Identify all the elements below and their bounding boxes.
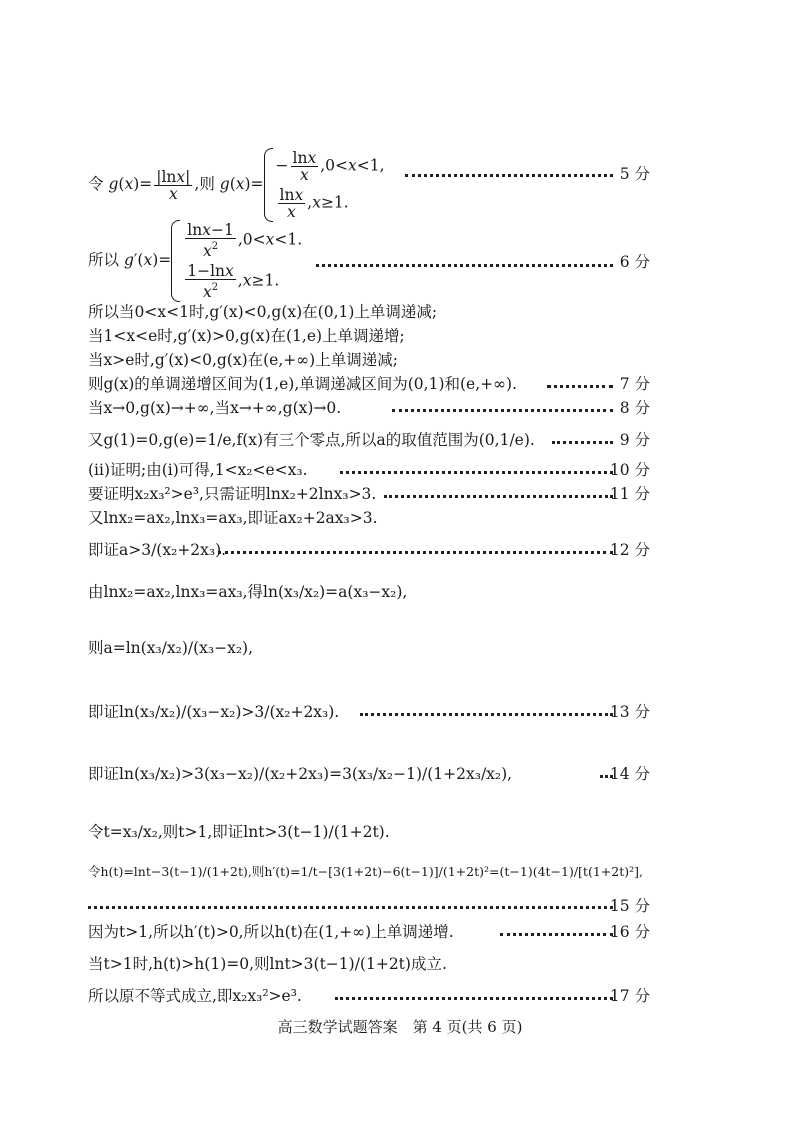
leader-dots (547, 385, 613, 388)
score-17: 17 分 (609, 987, 650, 1005)
line-text: 又lnx₂=ax₂,lnx₃=ax₃,即证ax₂+2ax₃>3. (88, 509, 378, 527)
score-6: 6 分 (619, 253, 650, 271)
line-text: 当x→0,g(x)→+∞,当x→+∞,g(x)→0. (88, 399, 342, 417)
leader-dots (218, 551, 613, 554)
line-text: 当x>e时,g′(x)<0,g(x)在(e,+∞)上单调递减; (88, 351, 398, 369)
score-8: 8 分 (619, 399, 650, 417)
line-text: (ⅱ)证明;由(ⅰ)可得,1<x₂<e<x₃. (88, 461, 308, 479)
line-text: 由lnx₂=ax₂,lnx₃=ax₃,得ln(x₃/x₂)=a(x₃−x₂), (88, 583, 408, 601)
leader-dots (500, 933, 613, 936)
line-text: 即证ln(x₃/x₂)/(x₃−x₂)>3/(x₂+2x₃). (88, 703, 340, 721)
score-14: 14 分 (609, 765, 650, 783)
line-text: 令h(t)=lnt−3(t−1)/(1+2t),则h′(t)=1/t−[3(1+2t)−6(t−1)]/(1+2t)²=(t−1)(4t−1)/[t(1+2t)²], (88, 864, 643, 879)
leader-dots (360, 713, 613, 716)
score-16: 16 分 (609, 923, 650, 941)
page-footer: 高三数学试题答案 第 4 页(共 6 页) (277, 1018, 523, 1036)
line-text: 当1<x<e时,g′(x)>0,g(x)在(1,e)上单调递增; (88, 327, 405, 345)
score-9: 9 分 (619, 431, 650, 449)
leader-dots (552, 441, 613, 444)
score-5: 5 分 (619, 165, 650, 183)
score-13: 13 分 (609, 703, 650, 721)
line-text: 又g(1)=0,g(e)=1/e,f(x)有三个零点,所以a的取值范围为(0,1/e). (88, 431, 535, 449)
score-12: 12 分 (609, 541, 650, 559)
line-text: 令t=x₃/x₂,则t>1,即证lnt>3(t−1)/(1+2t). (88, 823, 390, 841)
score-15: 15 分 (609, 897, 650, 915)
leader-dots (384, 495, 613, 498)
line-text: 要证明x₂x₃²>e³,只需证明lnx₂+2lnx₃>3. (88, 485, 377, 503)
line-text: 则g(x)的单调递增区间为(1,e),单调递减区间为(0,1)和(e,+∞). (88, 375, 518, 393)
score-7: 7 分 (619, 375, 650, 393)
line-text: 即证ln(x₃/x₂)>3(x₃−x₂)/(x₂+2x₃)=3(x₃/x₂−1)/(1+2x₃/x₂), (88, 765, 513, 783)
score-11: 11 分 (609, 485, 650, 503)
line-text: 所以当0<x<1时,g′(x)<0,g(x)在(0,1)上单调递减; (88, 303, 438, 321)
line-text: 当t>1时,h(t)>h(1)=0,则lnt>3(t−1)/(1+2t)成立. (88, 955, 447, 973)
leader-dots (88, 906, 613, 909)
line-g-derivative (88, 220, 302, 302)
leader-dots (316, 264, 613, 267)
formula-g-def: 令 g(x)= $\frac{|\ln x|}{x}$ ,则 g(x)= − $\frac{\ln x}{x}$ ,0<x<1, $\frac{\ln x}{x}$ ,x≥1. (88, 149, 385, 221)
line-text: 所以原不等式成立,即x₂x₃²>e³. (88, 987, 302, 1005)
line-text: 则a=ln(x₃/x₂)/(x₃−x₂), (88, 639, 254, 657)
line-text: 即证a>3/(x₂+2x₃). (88, 541, 227, 559)
leader-dots (335, 997, 613, 1000)
leader-dots (392, 409, 613, 412)
leader-dots (340, 471, 613, 474)
line-g-definition (88, 148, 385, 222)
line-text: 因为t>1,所以h′(t)>0,所以h(t)在(1,+∞)上单调递增. (88, 923, 454, 941)
formula-g-derivative: 所以 g′(x)= $\frac{\ln x-1}{x^2}$ ,0<x<1. $\frac{1-\ln x}{x^2}$ ,x≥1. (88, 221, 303, 301)
score-10: 10 分 (609, 461, 650, 479)
leader-dots (405, 174, 613, 177)
